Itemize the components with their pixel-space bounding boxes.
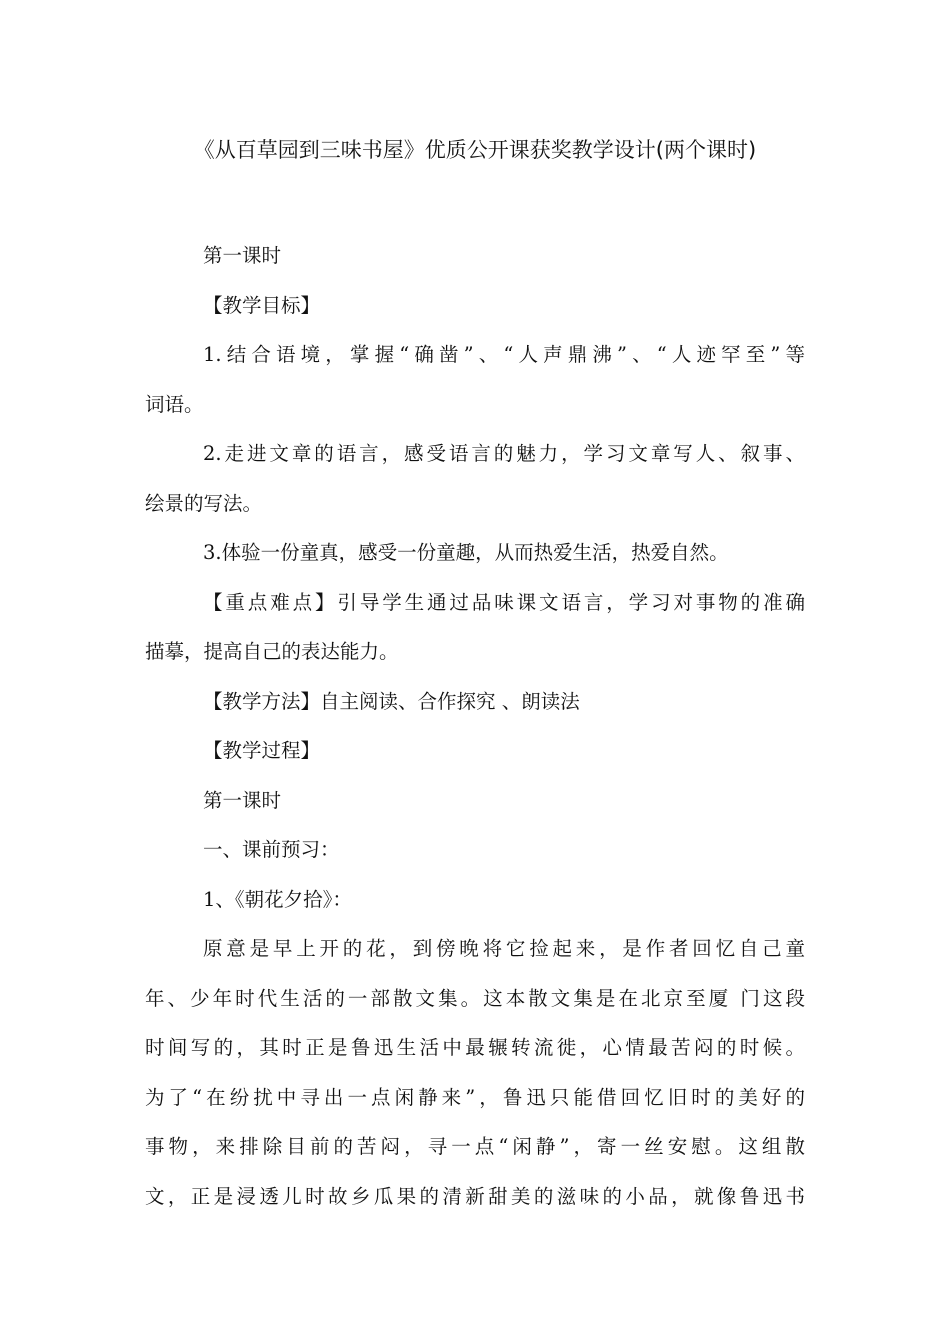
goal-two-line-2: 绘景的写法。 bbox=[145, 491, 263, 515]
goal-one-line-1: 1.结合语境，掌握“确凿”、“人声鼎沸”、“人迹罕至”等 bbox=[203, 343, 805, 366]
intro-paragraph-line-2: 年、少年时代生活的一部散文集。这本散文集是在北京至厦 门这段 bbox=[145, 986, 805, 1010]
intro-paragraph-line-1: 原意是早上开的花，到傍晚将它捡起来，是作者回忆自己童 bbox=[203, 937, 805, 960]
intro-paragraph-line-3: 时间写的，其时正是鲁迅生活中最辗转流徙，心情最苦闷的时候。 bbox=[145, 1036, 805, 1059]
paragraph-lesson-one-repeat: 第一课时 bbox=[203, 788, 282, 812]
key-difficulty-line-1: 【重点难点】引导学生通过品味课文语言，学习对事物的准确 bbox=[203, 590, 805, 614]
intro-paragraph-line-6: 文，正是浸透儿时故乡瓜果的清新甜美的滋味的小品，就像鲁迅书 bbox=[145, 1184, 805, 1208]
teaching-method: 【教学方法】自主阅读、合作探究 、朗读法 bbox=[203, 689, 580, 713]
goal-one-line-2: 词语。 bbox=[145, 392, 204, 416]
document-body bbox=[145, 231, 805, 1221]
document-title: 《从百草园到三味书屋》优质公开课获奖教学设计(两个课时) bbox=[193, 138, 757, 162]
goal-two-line-1: 2.走进文章的语言，感受语言的魅力，学习文章写人、叙事、 bbox=[203, 442, 805, 465]
intro-paragraph-line-4: 为了“在纷扰中寻出一点闲静来”，鲁迅只能借回忆旧时的美好的 bbox=[145, 1085, 805, 1109]
section-heading-teaching-goals: 【教学目标】 bbox=[203, 293, 321, 317]
intro-paragraph-line-5: 事物，来排除目前的苦闷，寻一点“闲静”，寄一丝安慰。这组散 bbox=[145, 1135, 805, 1158]
preview-item-one: 1、《朝花夕拾》： bbox=[203, 887, 352, 911]
goal-three: 3.体验一份童真，感受一份童趣，从而热爱生活，热爱自然。 bbox=[203, 541, 729, 564]
section-heading-teaching-process: 【教学过程】 bbox=[203, 739, 321, 762]
key-difficulty-line-2: 描摹，提高自己的表达能力。 bbox=[145, 640, 399, 663]
paragraph-lesson-one: 第一课时 bbox=[203, 244, 282, 267]
section-heading-preview: 一、课前预习： bbox=[203, 838, 340, 861]
